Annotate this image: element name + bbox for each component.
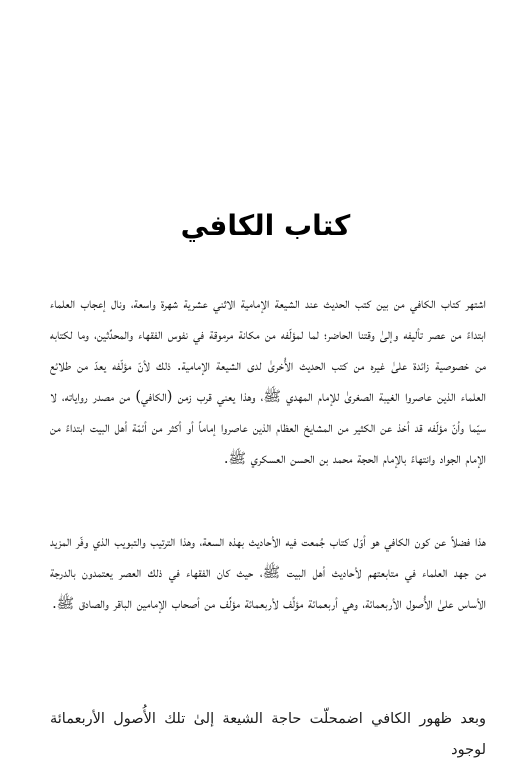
chapter-title: كتاب الكافي (180, 209, 351, 242)
paragraph-3: وبعد ظهور الكافي اضمحلّت حاجة الشيعة إلىٰ تلك الأُصول الأربعمائة لوجود (50, 711, 486, 758)
paragraph-1: اشتهر كتاب الكافي من بين كتب الحديث عند الشيعة الإمامية الاثني عشرية شهرة واسعة، ونال إعجاب العلماء ابتداءً من عصر تأليفه وإلىٰ وقتنا الحاضر؛ لما لمؤلّفه من مكانة مرموقة في نفوس الفقهاء والمحدِّثين، وما لكتابه من خصوصية زائدة علىٰ غيره من كتب الحديث الأُخرىٰ لدى الشيعة الإمامية. ذلك لأنّ مؤلّفه يعدّ من طلائع العلماء الذين عاصروا الغيبة الصغرىٰ للإمام المهدي ﷺ، وهذا يعني قرب زمن (الكافي) من مصدر رواياته، لا سيّما وأنّ مؤلّفه قد أخذ عن الكثير من المشايخ العظام الذين عاصروا إماماً أو أكثر من أئمّة أهل البيت ابتداءً من الإمام الجواد وانتهاءً بالإمام الحجة محمد بن الحسن العسكري ﷺ. (50, 296, 486, 467)
paragraph-2: هذا فضلاً عن كون الكافي هو أوّل كتاب جُمعت فيه الأحاديث بهذه السعة، وهذا الترتيب والتبويب الذي وفّر المزيد من جهد العلماء في متابعتهم لأحاديث أهل البيت ﷺ، حيث كان الفقهاء في ذلك العصر يعتمدون بالدرجة الأساس علىٰ الأُصول الأربعمائة، وهي أربعمائة مؤلَّف لأربعمائة مؤلِّف من أصحاب الإمامين الباقر والصادق ﷺ. (50, 534, 486, 612)
